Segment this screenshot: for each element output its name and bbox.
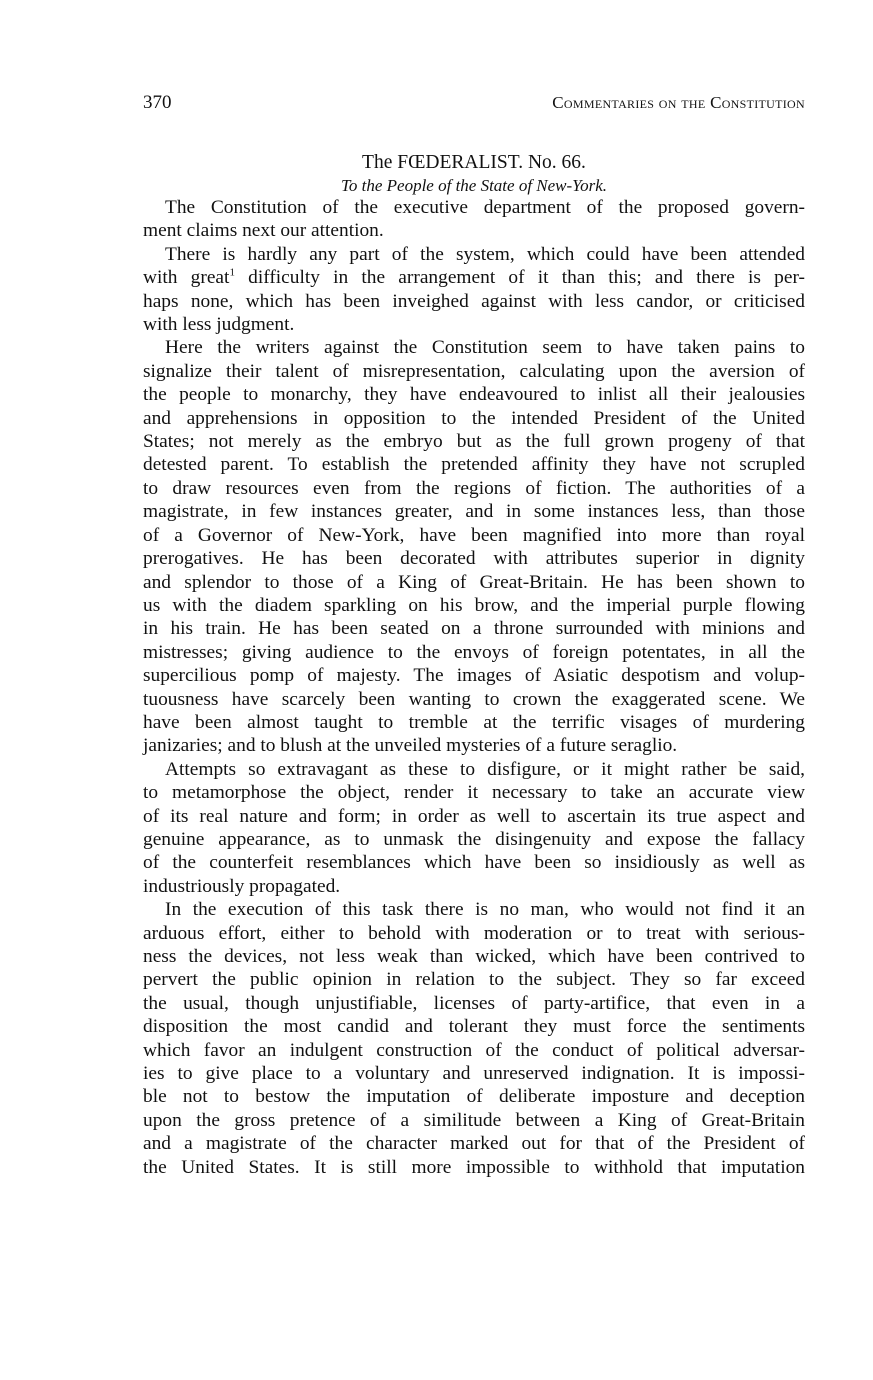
text-line: of its real nature and form; in order as well to ascertain its true aspect and [143, 805, 805, 827]
paragraph [143, 243, 805, 337]
text-line: ble not to bestow the imputation of deliberate imposture and deception [143, 1086, 805, 1108]
text-line: ment claims next our attention. [143, 220, 384, 242]
paragraph [143, 758, 805, 898]
text-line: in his train. He has been seated on a throne surrounded with minions and [143, 618, 805, 640]
document-subtitle: To the People of the State of New-York. [340, 176, 607, 195]
text-line: Attempts so extravagant as these to disfigure, or it might rather be said, [165, 758, 805, 780]
text-fragment: difficulty in the arrangement of it than this; and there is per- [248, 267, 805, 289]
paragraph [143, 898, 805, 1179]
text-line: to metamorphose the object, render it necessary to take an accurate view [143, 782, 805, 804]
text-line: the usual, though unjustifiable, licenses of party-artifice, that even in a [143, 992, 805, 1014]
text-line-with-footnote [143, 266, 805, 289]
paragraph [143, 196, 805, 243]
text-line: haps none, which has been inveighed against with less candor, or criticised [143, 290, 805, 312]
text-line: which favor an indulgent construction of the conduct of political adversar- [143, 1039, 805, 1061]
paragraph [143, 336, 805, 757]
text-line: janizaries; and to blush at the unveiled mysteries of a future seraglio. [143, 735, 678, 757]
text-line: genuine appearance, as to unmask the disingenuity and expose the fallacy [143, 828, 805, 850]
body-text [143, 196, 805, 1179]
text-line: of a Governor of New-York, have been magnified into more than royal [143, 524, 805, 546]
text-line: have been almost taught to tremble at the terrific visages of murdering [143, 711, 805, 733]
text-line: States; not merely as the embryo but as the full grown progeny of that [143, 431, 805, 453]
running-title: Commentaries on the Constitution [552, 93, 805, 112]
running-head [143, 92, 805, 122]
text-line: detested parent. To establish the pretended affinity they have not scrupled [143, 454, 805, 476]
text-line: and splendor to those of a King of Great-Britain. He has been shown to [143, 571, 805, 593]
text-line: industriously propagated. [143, 875, 341, 897]
text-line: upon the gross pretence of a similitude between a King of Great-Britain [143, 1109, 805, 1131]
text-line: There is hardly any part of the system, which could have been attended [165, 243, 805, 265]
text-line: magistrate, in few instances greater, and in some instances less, than those [143, 501, 805, 523]
text-line: the United States. It is still more impossible to withhold that imputation [143, 1156, 805, 1178]
document-page [143, 92, 805, 1179]
footnote-marker: 1 [229, 266, 235, 279]
document-title: The FŒDERALIST. No. 66. [362, 152, 586, 173]
text-line: supercilious pomp of majesty. The images of Asiatic despotism and volup- [143, 665, 805, 687]
text-line: to draw resources even from the regions of fiction. The authorities of a [143, 477, 805, 499]
text-line: the people to monarchy, they have endeavoured to inlist all their jealousies [143, 384, 805, 406]
text-line: mistresses; giving audience to the envoys of foreign potentates, in all the [143, 641, 805, 663]
text-line: signalize their talent of misrepresentation, calculating upon the aversion of [143, 360, 805, 382]
text-line: and a magistrate of the character marked out for that of the President of [143, 1133, 805, 1155]
text-fragment: with great [143, 267, 230, 289]
text-line: In the execution of this task there is no man, who would not find it an [165, 899, 805, 921]
text-line: Here the writers against the Constitution seem to have taken pains to [165, 337, 805, 359]
text-line: of the counterfeit resemblances which have been so insidiously as well as [143, 852, 805, 874]
page-number: 370 [143, 92, 172, 113]
text-line: ies to give place to a voluntary and unreserved indignation. It is impossi- [143, 1063, 805, 1085]
text-line: us with the diadem sparkling on his brow, and the imperial purple flowing [143, 594, 805, 616]
text-line: prerogatives. He has been decorated with attributes superior in dignity [143, 548, 805, 570]
text-line: ness the devices, not less weak than wicked, which have been contrived to [143, 946, 805, 967]
text-line: The Constitution of the executive department of the proposed govern- [165, 197, 805, 218]
text-line: disposition the most candid and tolerant they must force the sentiments [143, 1016, 805, 1038]
text-line: pervert the public opinion in relation to the subject. They so far exceed [143, 969, 805, 991]
text-line: with less judgment. [143, 314, 295, 336]
text-line: tuousness have scarcely been wanting to crown the exaggerated scene. We [143, 688, 805, 710]
text-line: arduous effort, either to behold with moderation or to treat with serious- [143, 922, 805, 944]
text-line: and apprehensions in opposition to the intended President of the United [143, 407, 805, 429]
